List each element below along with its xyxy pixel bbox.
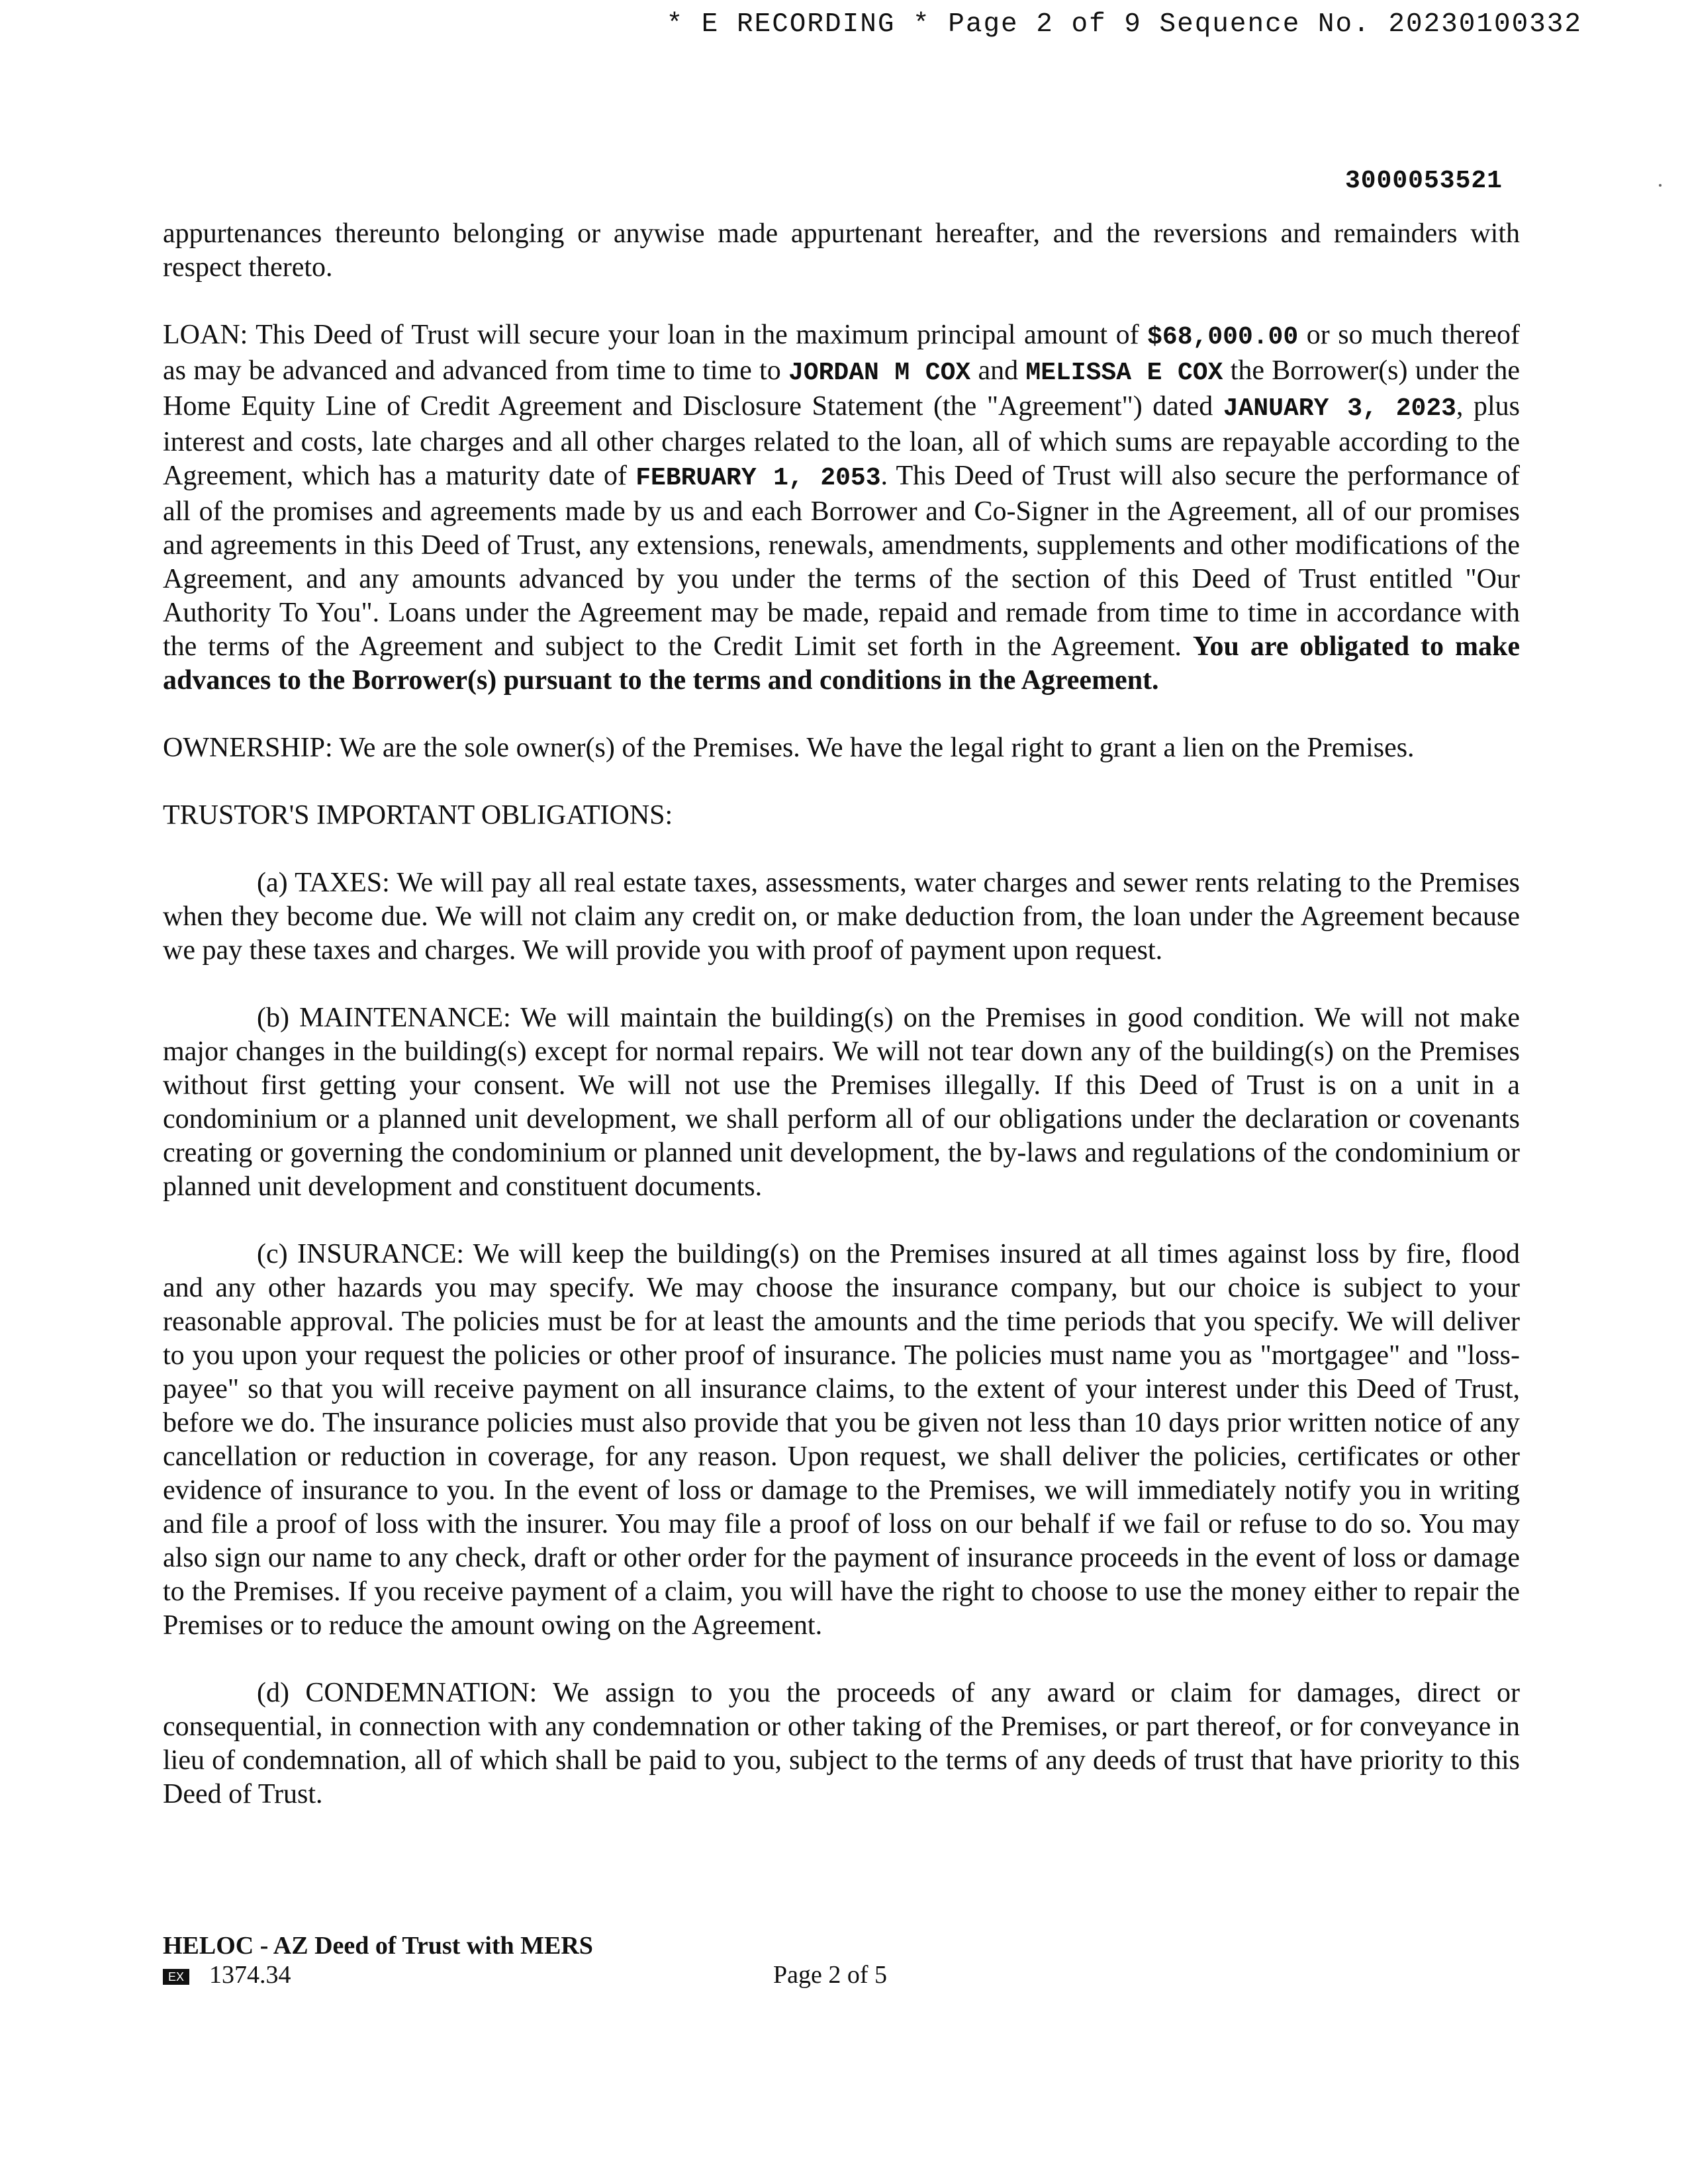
borrower-1-name: JORDAN M COX [788, 359, 971, 387]
obligations-heading: TRUSTOR'S IMPORTANT OBLIGATIONS: [163, 800, 673, 831]
loan-number: 3000053521 [1344, 167, 1503, 195]
paragraph-appurtenances: appurtenances thereunto belonging or anywise made appurtenant hereafter, and the reversions and remainders with respect thereto. [163, 218, 1520, 283]
agreement-date: JANUARY 3, 2023 [1223, 394, 1456, 423]
form-title: HELOC - AZ Deed of Trust with MERS [163, 1932, 593, 1960]
paragraph-condemnation: (d) CONDEMNATION: We assign to you the proceeds of any award or claim for damages, direct or consequential, in connection with any condemnation or other taking of the Premises, or part thereof, or for conveyance in lieu of condemnation, all of which shall be paid to you, subject to the terms of any deeds of trust that have priority to this Deed of Trust. [163, 1678, 1520, 1809]
paragraph-loan [163, 318, 1520, 698]
maturity-date: FEBRUARY 1, 2053 [635, 464, 881, 492]
paragraph-taxes: (a) TAXES: We will pay all real estate taxes, assessments, water charges and sewer rents relating to the Premises when they become due. We will not claim any credit on, or make deduction from, the loan under the Agreement because we pay these taxes and charges. We will provide you with proof of payment upon request. [163, 868, 1520, 966]
borrower-2-name: MELISSA E COX [1025, 359, 1223, 387]
form-footer [163, 1931, 593, 1989]
form-code: 1374.34 [209, 1961, 291, 1989]
loan-obligation-bold: You are obligated to make advances to the Borrower(s) pursuant to the terms and conditions in the Agreement. [163, 631, 1520, 696]
loan-text-1: LOAN: This Deed of Trust will secure your loan in the maximum principal amount of [163, 320, 1148, 350]
loan-text-6: . This Deed of Trust will also secure the performance of all of the promises and agreements made by us and each Borrower and Co-Signer in the Agreement, all of our promises and agreements in this Deed of Trust, any extensions, renewals, amendments, supplements and other modifications of the Agreement, and any amounts advanced by you under the terms of the section of this Deed of Trust entitled "Our Authority To You". Loans under the Agreement may be made, repaid and remade from time to time in accordance with the terms of the Agreement and subject to the Credit Limit set forth in the Agreement. [163, 461, 1521, 662]
paragraph-maintenance: (b) MAINTENANCE: We will maintain the building(s) on the Premises in good condition. We will not make major changes in the building(s) except for normal repairs. We will not tear down any of the building(s) on the Premises without first getting your consent. We will not use the Premises illegally. If this Deed of Trust is on a unit in a condominium or a planned unit development, we shall perform all of our obligations under the declaration or covenants creating or governing the condominium or planned unit development, the by-laws and regulations of the condominium or planned unit development and constituent documents. [163, 1003, 1520, 1202]
loan-text-2: or so much thereof as may be advanced and advanced from time to time to [163, 320, 1520, 386]
recording-stamp: * E RECORDING * Page 2 of 9 Sequence No. 20230100332 [666, 9, 1582, 40]
form-code-line [163, 1960, 593, 1989]
form-logo-icon: EX [163, 1969, 189, 1985]
loan-text-5: , plus interest and costs, late charges and all other charges related to the loan, all of which sums are repayable according to the Agreement, which has a maturity date of [163, 391, 1520, 491]
loan-text-3: and [970, 355, 1026, 386]
paragraph-insurance: (c) INSURANCE: We will keep the building(s) on the Premises insured at all times against loss by fire, flood and any other hazards you may specify. We may choose the insurance company, but our choice is subject to your reasonable approval. The policies must be for at least the amounts and the time periods that you specify. We will deliver to you upon your request the policies or other proof of insurance. The policies must name you as "mortgagee" and "loss-payee" so that you will receive payment on all insurance claims, to the extent of your interest under this Deed of Trust, before we do. The insurance policies must also provide that you be given not less than 10 days prior written notice of any cancellation or reduction in coverage, for any reason. Upon request, we shall deliver the policies, certificates or other evidence of insurance to you. In the event of loss or damage to the Premises, we will immediately notify you in writing and file a proof of loss with the insurer. You may file a proof of loss on our behalf if we fail or refuse to do so. You may also sign our name to any check, draft or other order for the payment of insurance proceeds in the event of loss or damage to the Premises. If you receive payment of a claim, you will have the right to choose to use the money either to repair the Premises or to reduce the amount owing on the Agreement. [163, 1239, 1520, 1641]
loan-text-4: the Borrower(s) under the Home Equity Line of Credit Agreement and Disclosure Statement (the "Agreement") dated [163, 355, 1520, 422]
paragraph-ownership: OWNERSHIP: We are the sole owner(s) of the Premises. We have the legal right to grant a lien on the Premises. [163, 733, 1415, 763]
scan-artifact [1659, 184, 1662, 187]
page-number: Page 2 of 5 [773, 1961, 888, 1989]
loan-amount: $68,000.00 [1147, 323, 1299, 351]
document-body [163, 217, 1520, 1845]
